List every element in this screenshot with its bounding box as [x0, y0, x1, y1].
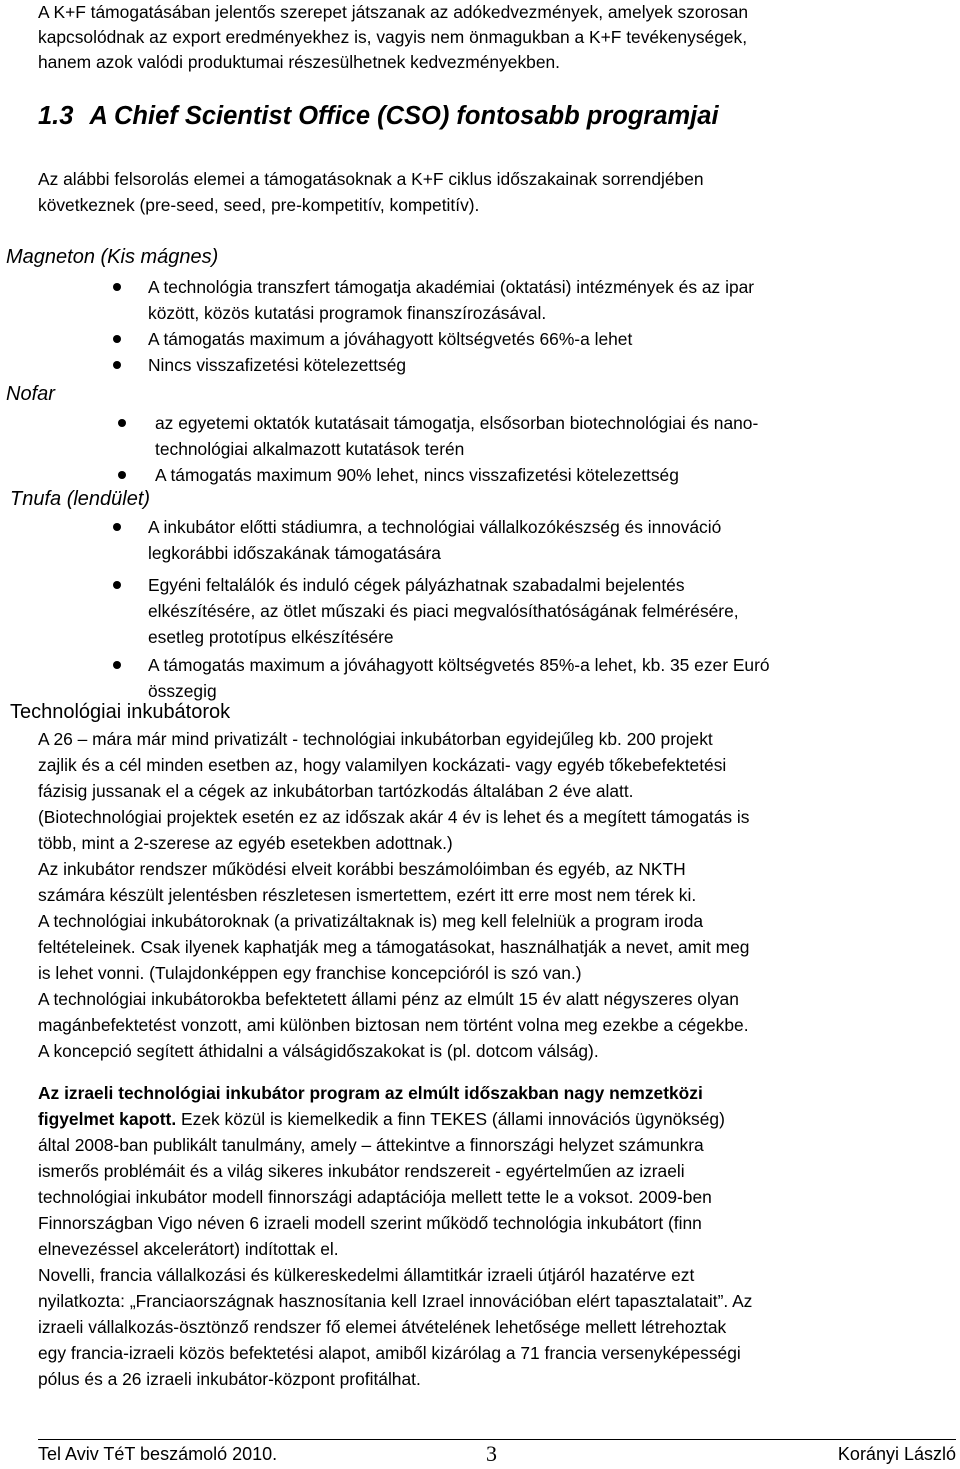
bullet-icon	[118, 471, 126, 479]
list-item-line: legkorábbi időszakának támogatására	[148, 543, 441, 563]
list-item-line: Nincs visszafizetési kötelezettség	[148, 355, 407, 375]
paragraph-line: A technológiai inkubátoroknak (a privatizáltaknak is) meg kell felelniük a program iroda	[38, 911, 704, 931]
paragraph-line: Az inkubátor rendszer működési elveit korábbi beszámolóimban és egyéb, az NKTH	[38, 859, 686, 879]
paragraph-line: fázisig jussanak el a cégek az inkubátorban tartózkodás általában 2 éve alatt.	[38, 781, 634, 801]
paragraph-line: ismerős problémáit és a világ sikeres inkubátor rendszereit - egyértelműen az izraeli	[38, 1161, 685, 1181]
paragraph-line: számára készült jelentésben részletesen ismertettem, ezért itt erre most nem térek ki.	[38, 885, 697, 905]
paragraph-line	[38, 1106, 956, 1132]
paragraph-line: magánbefektetést vonzott, ami különben biztosan nem történt volna meg ezekbe a cégekbe.	[38, 1015, 749, 1035]
lead-line: Az alábbi felsorolás elemei a támogatásoknak a K+F ciklus időszakainak sorrendjében	[38, 169, 704, 189]
list-item	[148, 514, 956, 566]
list-item-line: Egyéni feltalálók és induló cégek pályázhatnak szabadalmi bejelentés	[148, 575, 685, 595]
paragraph-line: Novelli, francia vállalkozási és külkereskedelmi államtitkár izraeli útjáról hazatérve ezt	[38, 1265, 695, 1285]
bullet-icon	[113, 335, 121, 343]
paragraph-line: több, mint a 2-szerese az egyéb esetekben adottnak.)	[38, 833, 453, 853]
list-item-line: A technológia transzfert támogatja akadémiai (oktatási) intézmények és az ipar	[148, 277, 755, 297]
list-item	[148, 652, 956, 704]
paragraph-text: Ezek közül is kiemelkedik a finn TEKES (állami innovációs ügynökség)	[176, 1109, 725, 1129]
page-number: 3	[486, 1441, 497, 1466]
highlight-line: Az izraeli technológiai inkubátor program az elmúlt időszakban nagy nemzetközi	[38, 1083, 703, 1103]
paragraph-line: nyilatkozta: „Franciaországnak hasznosítania kell Izrael innovációban elért tapasztalatait”. Az	[38, 1291, 753, 1311]
list-item	[148, 326, 956, 352]
list-item	[148, 274, 956, 326]
list-item	[155, 410, 956, 462]
paragraph-line: Finnországban Vigo néven 6 izraeli modell szerint működő technológia inkubátort (finn	[38, 1213, 702, 1233]
intro-line: kapcsolódnak az export eredményekhez is, vagyis nem önmagukban a K+F tevékenységek,	[38, 27, 748, 47]
incubators-paragraph	[38, 726, 956, 1064]
paragraph-line: is lehet vonni. (Tulajdonképpen egy franchise koncepcióról is szó van.)	[38, 963, 582, 983]
paragraph-line: technológiai inkubátor modell finnországi adaptációja mellett tette le a voksot. 2009-ben	[38, 1187, 712, 1207]
list-item	[148, 352, 956, 378]
footer-divider	[38, 1439, 956, 1440]
list-item	[155, 462, 956, 488]
paragraph-line: (Biotechnológiai projektek esetén ez az időszak akár 4 év is lehet és a megített támogatás is	[38, 807, 750, 827]
lead-line: következnek (pre-seed, seed, pre-kompetitív, kompetitív).	[38, 195, 480, 215]
bullet-icon	[113, 581, 121, 589]
list-item-line: között, közös kutatási programok finanszírozásával.	[148, 303, 547, 323]
lead-paragraph	[38, 166, 956, 218]
nofar-title: Nofar	[6, 383, 55, 405]
magneton-title: Magneton (Kis mágnes)	[6, 246, 219, 268]
paragraph-line: zajlik és a cél minden esetben az, hogy valamilyen kockázati- vagy egyéb tőkebefektetési	[38, 755, 727, 775]
paragraph-line: A 26 – mára már mind privatizált - technológiai inkubátorban egyidejűleg kb. 200 projekt	[38, 729, 713, 749]
intro-paragraph	[38, 0, 956, 75]
list-item-line: esetleg prototípus elkészítésére	[148, 627, 394, 647]
bullet-icon	[113, 661, 121, 669]
paragraph-line: pólus és a 26 izraeli inkubátor-központ profitálhat.	[38, 1369, 421, 1389]
section-heading-title: A Chief Scientist Office (CSO) fontosabb programjai	[89, 102, 719, 130]
intro-line: A K+F támogatásában jelentős szerepet játszanak az adókedvezmények, amelyek szorosan	[38, 2, 749, 22]
highlight-text: figyelmet kapott.	[38, 1109, 177, 1129]
bullet-icon	[113, 283, 121, 291]
list-item-line: A inkubátor előtti stádiumra, a technológiai vállalkozókészség és innováció	[148, 517, 722, 537]
list-item-line: elkészítésére, az ötlet műszaki és piaci megvalósíthatóságának felmérésére,	[148, 601, 739, 621]
paragraph-line: A koncepció segített áthidalni a válságidőszakokat is (pl. dotcom válság).	[38, 1041, 599, 1061]
list-item-line: A támogatás maximum a jóváhagyott költségvetés 85%-a lehet, kb. 35 ezer Euró	[148, 655, 770, 675]
section-number: 1.3	[38, 102, 74, 130]
incubators-title: Technológiai inkubátorok	[10, 701, 231, 723]
paragraph-line: A technológiai inkubátorokba befektetett állami pénz az elmúlt 15 év alatt négyszeres olyan	[38, 989, 739, 1009]
magneton-list	[148, 274, 956, 378]
paragraph-line: izraeli vállalkozás-ösztönző rendszer fő elemei átvételének lehetősége mellett létrehoztak	[38, 1317, 727, 1337]
bullet-icon	[118, 419, 126, 427]
tnufa-list	[148, 514, 956, 704]
paragraph-line: egy francia-izraeli közös befektetési alapot, amiből kizárólag a 71 francia versenyképességi	[38, 1343, 741, 1363]
tnufa-title: Tnufa (lendület)	[10, 488, 151, 510]
paragraph-line: által 2008-ban publikált tanulmány, amely – áttekintve a finnországi helyzet számunkra	[38, 1135, 704, 1155]
footer-report-title: Tel Aviv TéT beszámoló 2010.	[38, 1444, 278, 1464]
bullet-icon	[113, 523, 121, 531]
international-paragraph	[38, 1080, 956, 1392]
paragraph-line: elnevezéssel akcelerátort) indítottak el.	[38, 1239, 339, 1259]
list-item-line: az egyetemi oktatók kutatásait támogatja, elsősorban biotechnológiai és nano-	[155, 413, 759, 433]
bullet-icon	[113, 361, 121, 369]
intro-line: hanem azok valódi produktumai részesülhetnek kedvezményekben.	[38, 52, 561, 72]
list-item-line: A támogatás maximum 90% lehet, nincs visszafizetési kötelezettség	[155, 465, 679, 485]
paragraph-line: feltételeinek. Csak ilyenek kaphatják meg a támogatásokat, használhatják a nevet, amit meg	[38, 937, 750, 957]
nofar-list	[155, 410, 956, 488]
list-item-line: technológiai alkalmazott kutatások terén	[155, 439, 465, 459]
footer-author: Korányi László	[837, 1444, 956, 1464]
list-item-line: A támogatás maximum a jóváhagyott költségvetés 66%-a lehet	[148, 329, 633, 349]
section-heading	[38, 98, 719, 134]
list-item-line: összegig	[148, 681, 217, 701]
list-item	[148, 572, 956, 650]
